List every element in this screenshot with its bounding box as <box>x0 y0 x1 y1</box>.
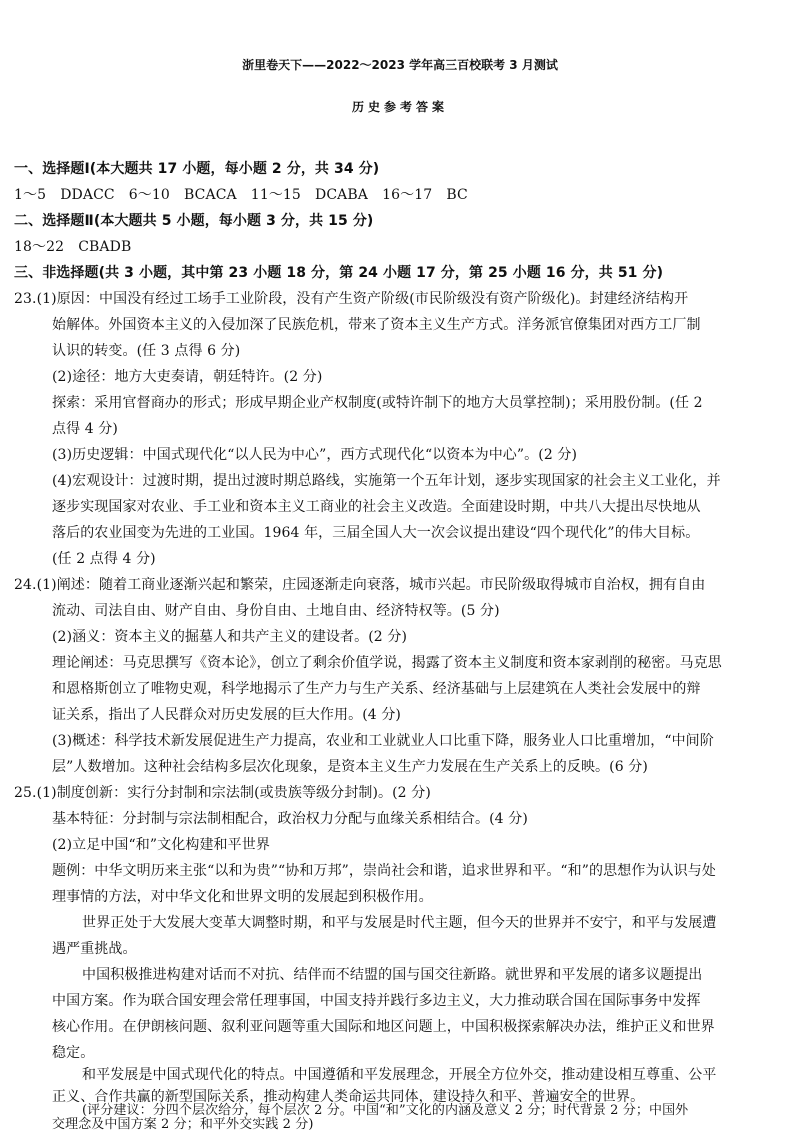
section-heading-choice-1: 一、选择题Ⅰ(本大题共 17 小题，每小题 2 分，共 34 分) <box>14 161 380 177</box>
answer-text-line: 正义、合作共赢的新型国际关系，推动构建人类命运共同体，建设持久和平、普遍安全的世界。 <box>52 1089 645 1105</box>
answer-text-line: (任 2 点得 4 分) <box>52 551 156 567</box>
section-heading-essay: 三、非选择题(共 3 小题，其中第 23 小题 18 分，第 24 小题 17 分，第 25 小题 16 分，共 51 分) <box>14 265 664 281</box>
answer-text-line: 中国积极推进构建对话而不对抗、结伴而不结盟的国与国交往新路。就世界和平发展的诸多议题提出 <box>82 967 703 983</box>
answer-text-line: 世界正处于大发展大变革大调整时期，和平与发展是时代主题，但今天的世界并不安宁，和平与发展遭 <box>82 915 717 931</box>
answer-text-line: 中国方案。作为联合国安理会常任理事国，中国支持并践行多边主义，大力推动联合国在国际事务中发挥 <box>52 993 701 1009</box>
answer-text-line: (2)立足中国“和”文化构建和平世界 <box>52 837 270 853</box>
answer-text-line: 24.(1)阐述：随着工商业逐渐兴起和繁荣，庄园逐渐走向衰落，城市兴起。市民阶级取得城市自治权，拥有自由 <box>14 577 706 593</box>
answers-choice-1: 1～5 DDACC 6～10 BCACA 11～15 DCABA 16～17 BC <box>14 187 468 203</box>
answer-text-line: 认识的转变。(任 3 点得 6 分) <box>52 343 241 359</box>
answer-text-line: 核心作用。在伊朗核问题、叙利亚问题等重大国际和地区问题上，中国积极探索解决办法，维护正义和世界 <box>52 1019 715 1035</box>
answer-text-line: 点得 4 分) <box>52 421 118 437</box>
answer-text-line: 稳定。 <box>52 1045 95 1061</box>
answer-text-line: (2)途径：地方大吏奏请，朝廷特许。(2 分) <box>52 369 323 385</box>
document-subtitle: 历史参考答案 <box>351 100 448 114</box>
exam-title: 浙里卷天下——2022～2023 学年高三百校联考 3 月测试 <box>242 58 558 72</box>
answer-text-line: 逐步实现国家对农业、手工业和资本主义工商业的社会主义改造。全面建设时期，中共八大提出尽快地从 <box>52 499 701 515</box>
answer-text-line: (3)历史逻辑：中国式现代化“以人民为中心”，西方式现代化“以资本为中心”。(2 分) <box>52 447 578 463</box>
answer-text-line: 23.(1)原因：中国没有经过工场手工业阶段，没有产生资产阶级(市民阶级没有资产阶级化)。封建经济结构开 <box>14 291 689 307</box>
answer-text-line: 理论阐述：马克思撰写《资本论》，创立了剩余价值学说，揭露了资本主义制度和资本家剥削的秘密。马克思 <box>52 655 722 671</box>
answer-text-line: 和平发展是中国式现代化的特点。中国遵循和平发展理念，开展全方位外交，推动建设相互尊重、公平 <box>82 1067 717 1083</box>
answer-text-line: 25.(1)制度创新：实行分封制和宗法制(或贵族等级分封制)。(2 分) <box>14 785 431 801</box>
answer-text-line: 理事情的方法，对中华文化和世界文明的发展起到积极作用。 <box>52 889 433 905</box>
scoring-note-line: 交理念及中国方案 2 分；和平外交实践 2 分) <box>52 1117 314 1132</box>
answer-text-line: 探索：采用官督商办的形式；形成早期企业产权制度(或特许制下的地方大员掌控制)；采用股份制。(任 2 <box>52 395 703 411</box>
answer-text-line: (3)概述：科学技术新发展促进生产力提高，农业和工业就业人口比重下降，服务业人口比重增加，“中间阶 <box>52 733 714 749</box>
section-heading-choice-2: 二、选择题Ⅱ(本大题共 5 小题，每小题 3 分，共 15 分) <box>14 213 374 229</box>
answer-text-line: (4)宏观设计：过渡时期，提出过渡时期总路线，实施第一个五年计划，逐步实现国家的社会主义工业化，并 <box>52 473 721 489</box>
answer-text-line: 遇严重挑战。 <box>52 941 137 957</box>
answer-text-line: 落后的农业国变为先进的工业国。1964 年，三届全国人大一次会议提出建设“四个现代化”的伟大目标。 <box>52 525 700 541</box>
answers-choice-2: 18～22 CBADB <box>14 239 132 255</box>
answer-text-line: 流动、司法自由、财产自由、身份自由、土地自由、经济特权等。(5 分) <box>52 603 500 619</box>
answer-text-line: 题例：中华文明历来主张“以和为贵”“协和万邦”，崇尚社会和谐，追求世界和平。“和”的思想作为认识与处 <box>52 863 716 879</box>
scoring-note-line: (评分建议：分四个层次给分，每个层次 2 分。中国“和”文化的内涵及意义 2 分；时代背景 2 分；中国外 <box>82 1103 689 1118</box>
answer-text-line: 始解体。外国资本主义的入侵加深了民族危机，带来了资本主义生产方式。洋务派官僚集团对西方工厂制 <box>52 317 701 333</box>
answer-text-line: 基本特征：分封制与宗法制相配合，政治权力分配与血缘关系相结合。(4 分) <box>52 811 528 827</box>
answer-text-line: 层”人数增加。这种社会结构多层次化现象，是资本主义生产力发展在生产关系上的反映。(6 分) <box>52 759 648 775</box>
answer-text-line: 证关系，指出了人民群众对历史发展的巨大作用。(4 分) <box>52 707 401 723</box>
answer-text-line: (2)涵义：资本主义的掘墓人和共产主义的建设者。(2 分) <box>52 629 408 645</box>
answer-text-line: 和恩格斯创立了唯物史观，科学地揭示了生产力与生产关系、经济基础与上层建筑在人类社会发展中的辩 <box>52 681 701 697</box>
